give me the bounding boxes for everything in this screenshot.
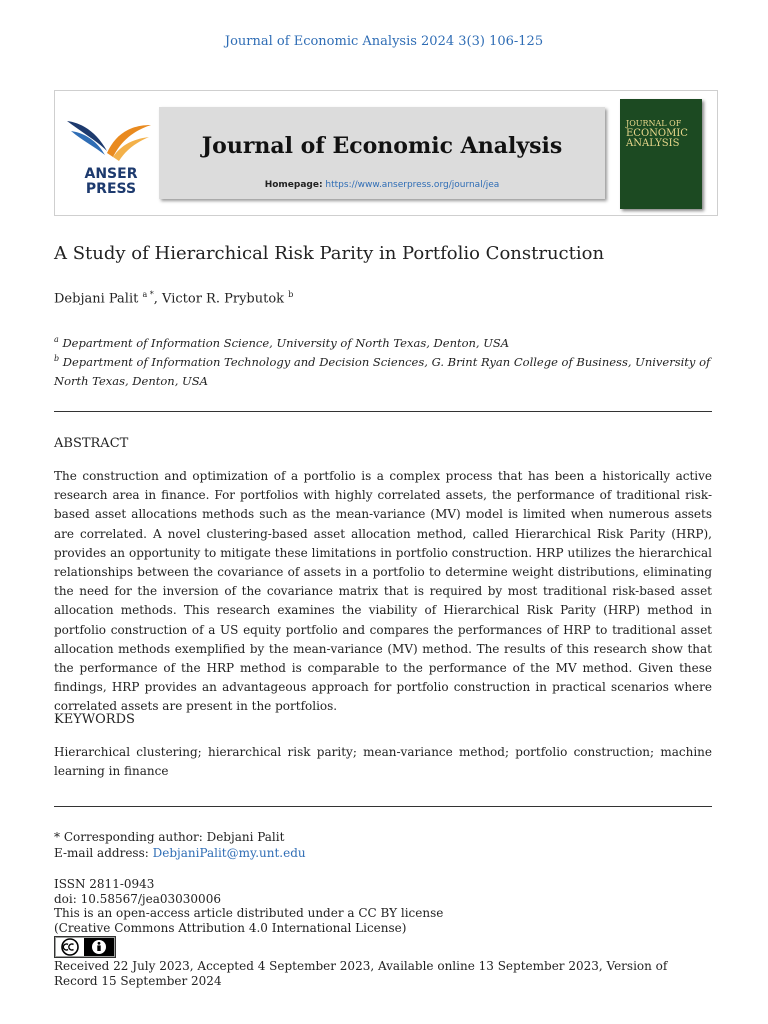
paper-title: A Study of Hierarchical Risk Parity in Portfolio Construction: [54, 243, 605, 264]
homepage-label: Homepage:: [264, 180, 323, 190]
author-line: [54, 290, 293, 306]
cover-title-top: JOURNAL OF: [626, 119, 682, 128]
license-line-2: (Creative Commons Attribution 4.0 International License): [54, 921, 407, 935]
cover-title-bottom: ANALYSIS: [626, 138, 680, 149]
affiliation-b: [54, 349, 714, 391]
abstract-text: The construction and optimization of a portfolio is a complex process that has been a historically active research area in finance. For portfolios with highly correlated assets, the performance of traditional risk-based asset allocations methods such as the mean-variance (MV) model is limited when numerous assets are correlated. A novel clustering-based asset allocation method, called Hierarchical Risk Parity (HRP), provides an opportunity to mitigate these limitations in portfolio construction. HRP utilizes the hierarchical relationships between the covariance of assets in a portfolio to determine weight distributions, eliminating the need for the inversion of the covariance matrix that is required by most traditional risk-based asset allocation methods. This research examines the viability of Hierarchical Risk Parity (HRP) method in portfolio construction of a US equity portfolio and compares the performances of HRP to traditional asset allocation methods exemplified by the mean-variance (MV) method. The results of this research show that the performance of the HRP method is comparable to the performance of the MV method. Given these findings, HRP provides an advantageous approach for portfolio construction in practical scenarios where correlated assets are present in the portfolios.: [54, 469, 712, 714]
abstract-heading: ABSTRACT: [54, 436, 129, 451]
email-link[interactable]: DebjaniPalit@my.unt.edu: [152, 846, 306, 860]
publisher-logo: [63, 111, 159, 201]
homepage-line: [159, 180, 605, 190]
affiliation-superscript: b: [54, 354, 60, 363]
bird-logo-icon: [63, 111, 159, 167]
email-line: [54, 846, 306, 861]
affiliation-superscript: a: [54, 335, 59, 344]
cover-title-big: ECONOMIC: [626, 128, 688, 139]
cc-by-badge[interactable]: [54, 936, 116, 958]
attribution-icon: [84, 938, 114, 956]
affiliation-text: Department of Information Science, University of North Texas, Denton, USA: [62, 335, 510, 350]
homepage-link[interactable]: https://www.anserpress.org/journal/jea: [325, 180, 500, 190]
corresponding-author: * Corresponding author: Debjani Palit: [54, 830, 285, 844]
cover-title: [626, 119, 698, 149]
cc-icon: [56, 938, 84, 956]
issn: ISSN 2811-0943: [54, 877, 155, 891]
publication-dates: Received 22 July 2023, Accepted 4 September 2023, Available online 13 September 2023, Version of Record 15 September 2024: [54, 959, 668, 988]
keywords-text: Hierarchical clustering; hierarchical risk parity; mean-variance method; portfolio construction; machine learning in finance: [54, 745, 712, 779]
divider: [54, 411, 712, 412]
email-label: E-mail address:: [54, 846, 153, 860]
author-superscript: a *: [142, 290, 154, 299]
journal-title-box: [159, 107, 605, 199]
journal-title: Journal of Economic Analysis: [201, 133, 563, 159]
license-line-1: This is an open-access article distributed under a CC BY license: [54, 906, 444, 920]
author-name: , Victor R. Prybutok: [153, 291, 285, 307]
publisher-name: ANSER PRESS: [84, 166, 138, 197]
journal-cover-image: [620, 99, 702, 209]
author-name: Debjani Palit: [54, 291, 139, 307]
doi: doi: 10.58567/jea03030006: [54, 892, 221, 906]
journal-banner: [54, 90, 718, 216]
keywords-heading: KEYWORDS: [54, 712, 135, 727]
journal-citation: Journal of Economic Analysis 2024 3(3) 106-125: [224, 34, 544, 49]
author-superscript: b: [288, 290, 294, 299]
affiliation-text: Department of Information Technology and Decision Sciences, G. Brint Ryan College of Business, University of North Texas, Denton, USA: [54, 354, 711, 388]
divider: [54, 806, 712, 807]
